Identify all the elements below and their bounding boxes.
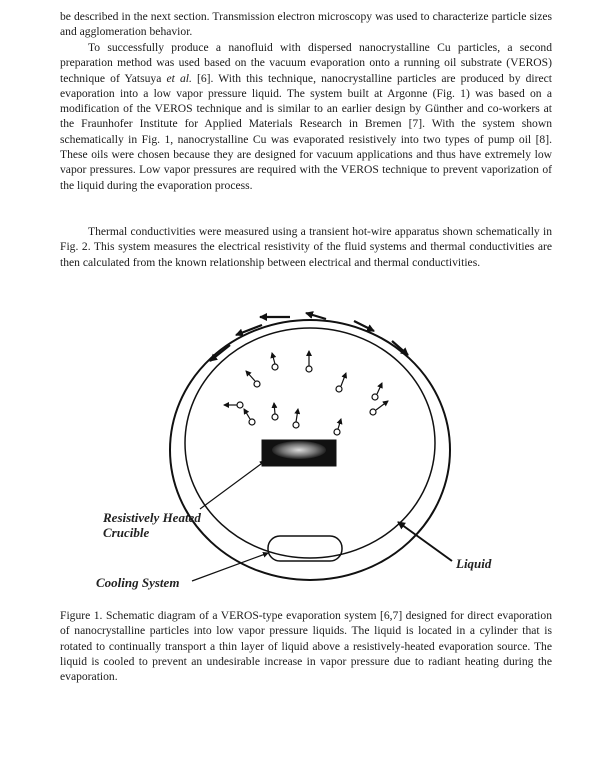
paragraph-veros-etal: et al. [166,71,192,85]
label-crucible-line1: Resistively Heated [103,510,201,525]
veros-schematic-figure [0,295,612,605]
paragraph-veros [60,40,552,193]
paragraph-thermal-text: Thermal conductivities were measured using a transient hot-wire apparatus shown schematically in Fig. 2. This system measures the electrical resistivity of the fluid systems and thermal conductivities are then calculated from the known relationship between electrical and thermal conductivities. [60,225,552,269]
label-liquid: Liquid [456,556,492,571]
evaporating-particles [224,351,388,435]
paragraph-intro-text: be described in the next section. Transmission electron microscopy was used to characterize particle sizes and agglomeration behavior. [60,10,552,39]
crucible-leader [200,461,265,509]
figure-caption [60,608,552,684]
label-crucible-line2: Crucible [103,525,150,540]
label-cooling-system: Cooling System [96,575,180,590]
paragraph-veros-text-a: To successfully produce a nanofluid with dispersed nanocrystalline Cu particles, a second preparation method was used based on the vacuum evaporation onto a running oil substrate (VEROS) technique of Yatsuya [60,41,552,85]
liquid-leader [398,522,452,561]
figure-caption-text: Figure 1. Schematic diagram of a VEROS-type evaporation system [6,7] designed for direct evaporation of nanocrystalline particles into low vapor pressure liquids. The liquid is located in a cylinder that is rotated to continually transport a thin layer of liquid above a resistively-heated evaporation source. The liquid is cooled to prevent an undesirable increase in vapor pressure due to radiant heating during the evaporation. [60,609,552,684]
crucible [262,440,336,466]
paragraph-thermal [60,224,552,270]
paragraph-veros-text-b: [6]. With this technique, nanocrystalline particles are produced by direct evaporation into a low vapor pressure liquid. The system built at Argonne (Fig. 1) was based on a modification of the VEROS technique and is similar to an earlier design by Günther and co-workers at the Fraunhofer Institute for Applied Materials Research in Bremen [7]. With the system shown schematically in Fig. 1, nanocrystalline Cu was evaporated resistively into two types of pump oil [8]. These oils were chosen because they are designed for vacuum applications and thus have extremely low vapor pressures. Low vapor pressures are required with the VEROS technique to prevent vaporization of the liquid during the evaporation process. [60,71,553,192]
paragraph-intro [60,9,552,40]
